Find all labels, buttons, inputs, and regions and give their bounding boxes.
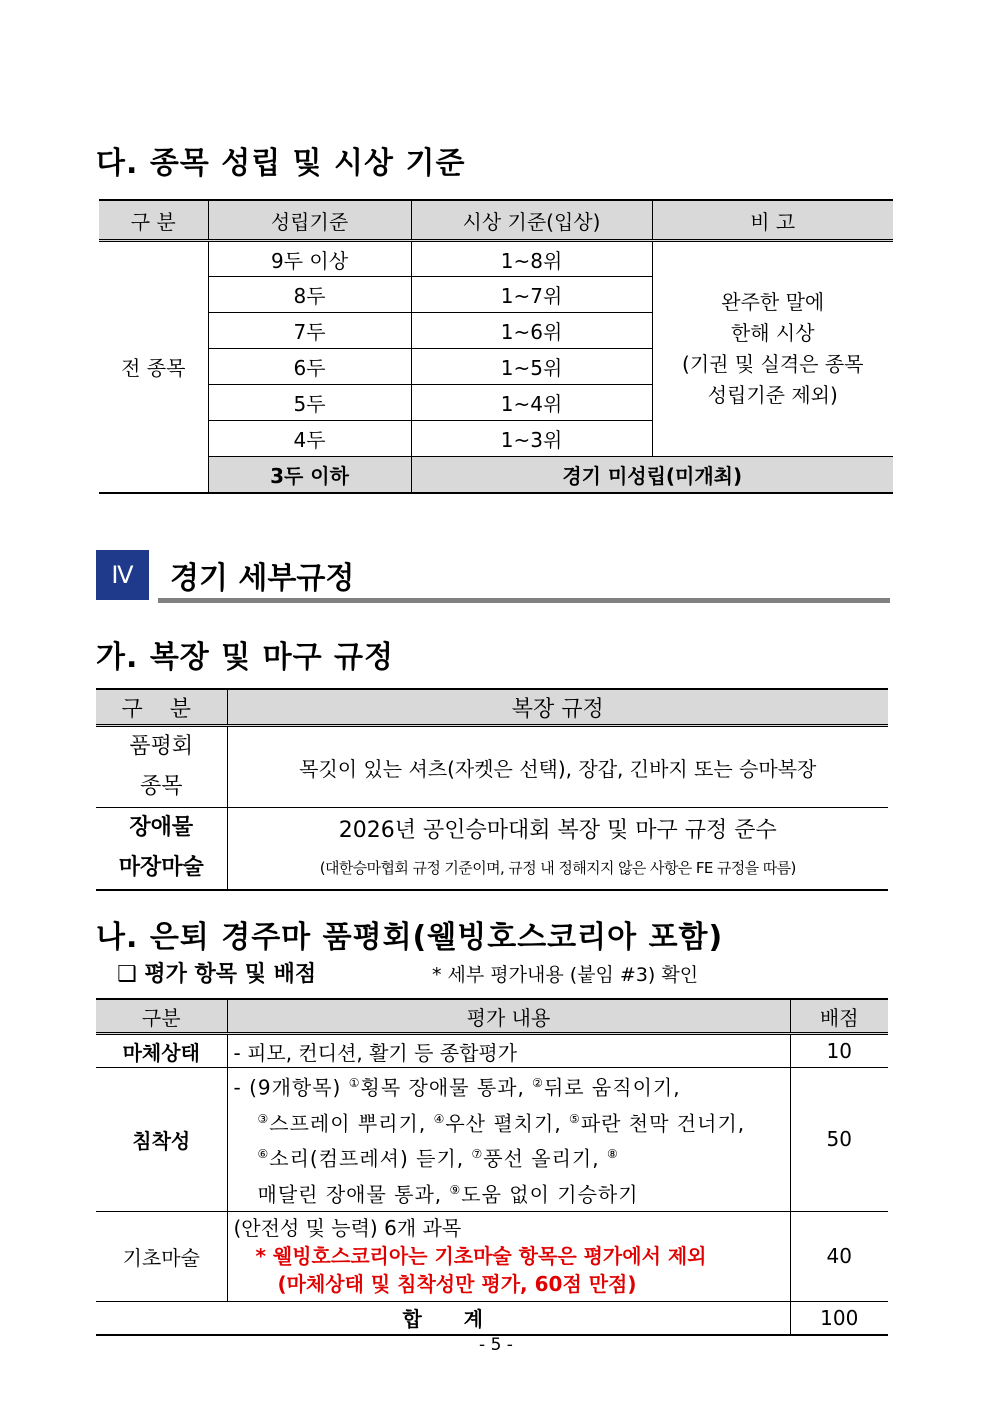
t2-category-line: 마장마술: [118, 855, 204, 881]
t2-category-line: 품평회: [129, 734, 194, 759]
t1-award: 1~4위: [411, 385, 652, 421]
t2-content-main: 2026년 공인승마대회 복장 및 마구 규정 준수: [338, 818, 777, 844]
section-ga-title: 가. 복장 및 마구 규정: [96, 640, 395, 675]
t3-content-line: [234, 1175, 784, 1211]
t1-last-result: 경기 미성립(미개최): [411, 457, 893, 493]
section-iv-underline: [158, 598, 890, 603]
t1-criteria: 8두: [208, 277, 411, 313]
t1-header-criteria: 성립기준: [208, 200, 411, 241]
t3-category: 마체상태: [96, 1034, 227, 1068]
t1-header-award: 시상 기준(입상): [411, 200, 652, 241]
t3-content-prefix: - (9개항목): [233, 1075, 342, 1100]
item-number: ②: [532, 1076, 544, 1090]
t2-category: [96, 808, 227, 890]
t3-content: [227, 1211, 790, 1301]
page-number: - 5 -: [479, 1335, 513, 1355]
t1-award: 1~6위: [411, 313, 652, 349]
item-number: ⑤: [569, 1111, 581, 1126]
item-text: 우산 펼치기,: [445, 1111, 562, 1136]
t1-award: 1~3위: [411, 421, 652, 457]
t1-header-category: 구 분: [99, 200, 208, 241]
item-number: ④: [433, 1111, 446, 1126]
t3-score: 40: [790, 1211, 888, 1301]
t3-content-line: [234, 1104, 784, 1140]
item-text: 소리(컴프레셔) 듣기,: [269, 1146, 465, 1171]
t2-content-sub: (대한승마협회 규정 기준이며, 규정 내 정해지지 않은 사항은 FE 규정을 따름): [319, 859, 796, 878]
section-da-title: 다. 종목 성립 및 시상 기준: [96, 146, 466, 181]
item-text: 파란 천막 건너기,: [580, 1111, 746, 1136]
t1-award: 1~5위: [411, 349, 652, 385]
t3-content: - 피모, 컨디션, 활기 등 종합평가: [227, 1034, 790, 1068]
t3-score: 50: [790, 1068, 888, 1212]
t3-header-content: 평가 내용: [227, 999, 790, 1034]
t3-header-score: 배점: [790, 999, 888, 1034]
evaluation-bullet: ❑ 평가 항목 및 배점: [117, 962, 317, 987]
item-number: ①: [348, 1076, 361, 1090]
t1-criteria: 4두: [208, 421, 411, 457]
t3-category: 기초마술: [96, 1211, 227, 1301]
section-iv-number-box: Ⅳ: [96, 550, 149, 600]
item-text: 뒤로 움직이기,: [543, 1075, 681, 1100]
t1-note-line: 성립기준 제외): [707, 383, 838, 407]
t3-content-line: [234, 1139, 784, 1175]
evaluation-table: [96, 998, 888, 1336]
t1-criteria: 5두: [208, 385, 411, 421]
item-text: 도움 없이 기승하기: [461, 1182, 639, 1207]
item-number: ⑦: [471, 1147, 484, 1162]
t3-content: [227, 1068, 790, 1212]
t1-note-line: (기권 및 실격은 종목: [682, 352, 864, 376]
t1-category: 전 종목: [99, 241, 208, 493]
t2-content: 목깃이 있는 셔츠(자켓은 선택), 장갑, 긴바지 또는 승마복장: [227, 726, 888, 808]
t3-red-note: * 웰빙호스코리아는 기초마술 항목은 평가에서 제외: [255, 1244, 707, 1269]
t1-header-note: 비 고: [652, 200, 893, 241]
t1-award: 1~8위: [411, 241, 652, 277]
t1-last-criteria: 3두 이하: [208, 457, 411, 493]
evaluation-note: * 세부 평가내용 (붙임 #3) 확인: [432, 964, 699, 986]
item-number: ⑨: [449, 1182, 462, 1197]
t3-red-note: (마체상태 및 침착성만 평가, 60점 만점): [277, 1272, 637, 1297]
item-number: ⑧: [606, 1147, 619, 1162]
item-number: ③: [257, 1111, 270, 1126]
t3-category: 침착성: [96, 1068, 227, 1212]
t1-note-line: 완주한 말에: [721, 290, 825, 314]
t2-category-line: 종목: [139, 774, 183, 799]
t2-category: [96, 726, 227, 808]
t1-criteria: 7두: [208, 313, 411, 349]
t2-category-line: 장애물: [129, 815, 194, 841]
item-text: 스프레이 뿌리기,: [269, 1111, 427, 1136]
t2-content: [227, 808, 888, 890]
t1-criteria: 6두: [208, 349, 411, 385]
item-text: 횡목 장애물 통과,: [360, 1075, 525, 1100]
t1-criteria: 9두 이상: [208, 241, 411, 277]
t3-total-score: 100: [790, 1301, 888, 1335]
section-iv-title: 경기 세부규정: [170, 561, 355, 596]
t1-award: 1~7위: [411, 277, 652, 313]
t2-header-category: 구 분: [96, 689, 227, 726]
t1-note-line: 한해 시상: [730, 321, 815, 345]
t2-header-content: 복장 규정: [227, 689, 888, 726]
t3-total-label: 합 계: [96, 1301, 790, 1335]
attire-rules-table: [96, 688, 888, 891]
t3-content-line: (안전성 및 능력) 6개 과목: [233, 1216, 462, 1241]
item-text: 풍선 올리기,: [483, 1146, 600, 1171]
item-text: 매달린 장애물 통과,: [257, 1182, 443, 1207]
award-criteria-table: [99, 199, 893, 494]
t3-score: 10: [790, 1034, 888, 1068]
t3-header-category: 구분: [96, 999, 227, 1034]
t1-note: [652, 241, 893, 457]
section-na-title: 나. 은퇴 경주마 품평회(웰빙호스코리아 포함): [96, 920, 724, 955]
t3-content-line: [234, 1068, 784, 1104]
item-number: ⑥: [257, 1147, 270, 1162]
